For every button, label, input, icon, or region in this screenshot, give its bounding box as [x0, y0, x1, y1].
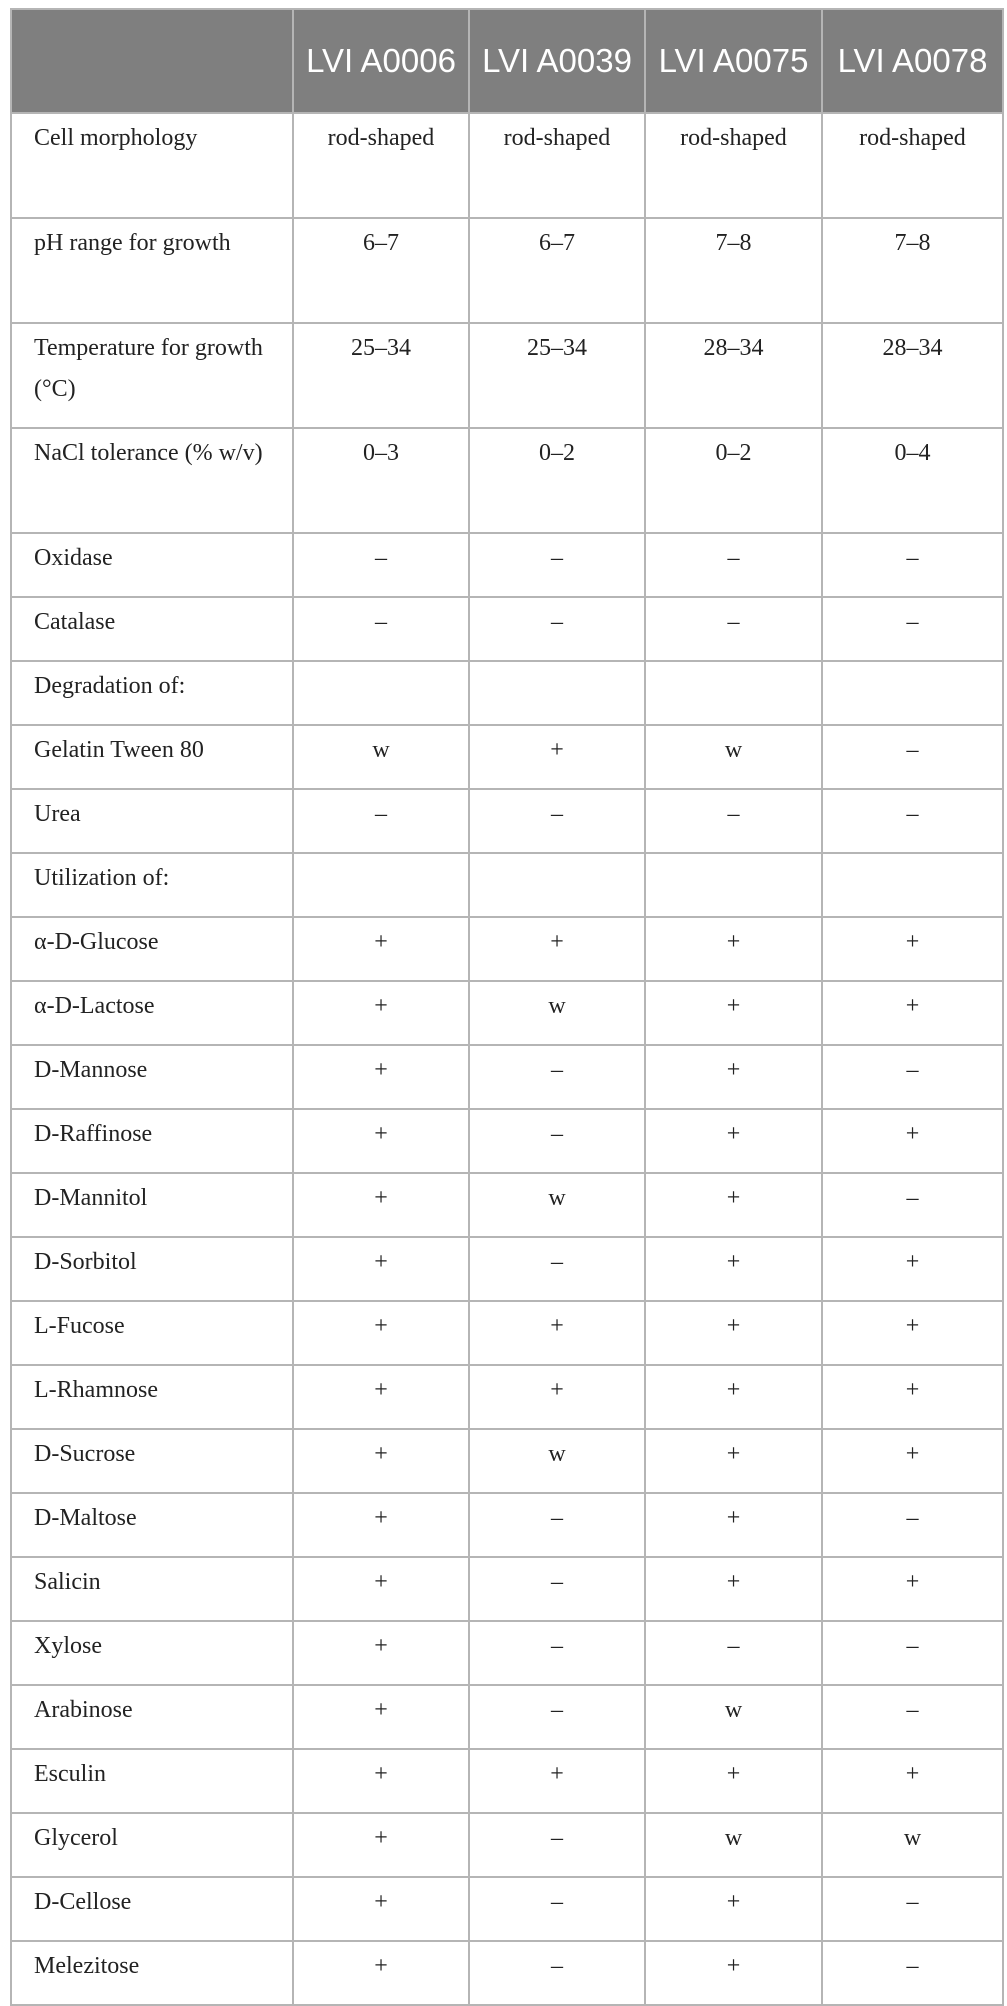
value-cell: – — [822, 1173, 1003, 1237]
row-label: Temperature for growth (°C) — [11, 323, 293, 428]
value-cell — [469, 661, 645, 725]
value-cell — [822, 853, 1003, 917]
row-label: Utilization of: — [11, 853, 293, 917]
value-cell: + — [293, 1493, 469, 1557]
value-cell: w — [822, 1813, 1003, 1877]
value-cell: + — [293, 981, 469, 1045]
value-cell: – — [469, 1621, 645, 1685]
value-cell: – — [293, 597, 469, 661]
value-cell: + — [645, 1045, 822, 1109]
value-cell: 28–34 — [822, 323, 1003, 428]
value-cell: + — [645, 917, 822, 981]
row-label: pH range for growth — [11, 218, 293, 323]
value-cell: + — [645, 1365, 822, 1429]
value-cell: – — [822, 533, 1003, 597]
value-cell: + — [293, 1301, 469, 1365]
value-cell: + — [293, 1813, 469, 1877]
row-label: Oxidase — [11, 533, 293, 597]
value-cell: – — [822, 1941, 1003, 2005]
value-cell: – — [293, 533, 469, 597]
row-label: Cell morphology — [11, 113, 293, 218]
table-row — [11, 1749, 1003, 1813]
column-header — [293, 9, 469, 113]
value-cell: + — [645, 1493, 822, 1557]
table-row — [11, 1813, 1003, 1877]
table-row — [11, 428, 1003, 533]
value-cell: + — [822, 1557, 1003, 1621]
value-cell: + — [822, 1429, 1003, 1493]
value-cell: – — [822, 725, 1003, 789]
table-row — [11, 1877, 1003, 1941]
value-cell: – — [645, 533, 822, 597]
value-cell: – — [293, 789, 469, 853]
row-label: D-Sorbitol — [11, 1237, 293, 1301]
value-cell: + — [293, 1877, 469, 1941]
table-row — [11, 1429, 1003, 1493]
row-label: D-Sucrose — [11, 1429, 293, 1493]
value-cell: + — [645, 1941, 822, 2005]
value-cell: + — [645, 1877, 822, 1941]
value-cell: – — [822, 789, 1003, 853]
header-row — [11, 9, 1003, 113]
value-cell: – — [469, 1109, 645, 1173]
row-label: Gelatin Tween 80 — [11, 725, 293, 789]
value-cell: + — [293, 1365, 469, 1429]
value-cell: + — [293, 1109, 469, 1173]
column-header-label: LVI A0039 — [482, 42, 632, 79]
value-cell: + — [293, 1941, 469, 2005]
table-row — [11, 218, 1003, 323]
value-cell: w — [645, 1685, 822, 1749]
value-cell: rod-shaped — [822, 113, 1003, 218]
value-cell: – — [469, 1237, 645, 1301]
value-cell: 6–7 — [293, 218, 469, 323]
header-corner-cell — [11, 9, 293, 113]
value-cell: – — [469, 789, 645, 853]
value-cell: 0–3 — [293, 428, 469, 533]
value-cell: + — [822, 1749, 1003, 1813]
value-cell: w — [469, 981, 645, 1045]
value-cell: + — [293, 1429, 469, 1493]
value-cell: + — [645, 1109, 822, 1173]
value-cell: rod-shaped — [293, 113, 469, 218]
value-cell: + — [293, 1685, 469, 1749]
row-label: Esculin — [11, 1749, 293, 1813]
value-cell: + — [293, 917, 469, 981]
value-cell — [645, 853, 822, 917]
table-row — [11, 1685, 1003, 1749]
value-cell: + — [822, 1109, 1003, 1173]
value-cell: + — [293, 1173, 469, 1237]
value-cell: w — [645, 1813, 822, 1877]
table-row — [11, 1173, 1003, 1237]
value-cell: + — [822, 917, 1003, 981]
value-cell: rod-shaped — [645, 113, 822, 218]
value-cell: + — [469, 1301, 645, 1365]
value-cell: w — [469, 1429, 645, 1493]
table-row — [11, 1045, 1003, 1109]
value-cell: + — [469, 725, 645, 789]
value-cell: + — [293, 1621, 469, 1685]
value-cell: 25–34 — [469, 323, 645, 428]
value-cell: w — [645, 725, 822, 789]
value-cell — [293, 661, 469, 725]
row-label: Urea — [11, 789, 293, 853]
value-cell: + — [469, 1749, 645, 1813]
table-row — [11, 661, 1003, 725]
table-row — [11, 917, 1003, 981]
value-cell: 7–8 — [645, 218, 822, 323]
row-label: D-Cellose — [11, 1877, 293, 1941]
table-row — [11, 853, 1003, 917]
table-row — [11, 1109, 1003, 1173]
column-header-label: LVI A0075 — [658, 42, 809, 79]
value-cell — [293, 853, 469, 917]
value-cell: rod-shaped — [469, 113, 645, 218]
table-row — [11, 1941, 1003, 2005]
table-row — [11, 533, 1003, 597]
table-row — [11, 789, 1003, 853]
value-cell — [469, 853, 645, 917]
value-cell: – — [469, 1941, 645, 2005]
value-cell: – — [469, 1877, 645, 1941]
table-row — [11, 323, 1003, 428]
row-label: Degradation of: — [11, 661, 293, 725]
value-cell: + — [645, 981, 822, 1045]
row-label: D-Mannose — [11, 1045, 293, 1109]
table-row — [11, 113, 1003, 218]
table-body — [11, 113, 1003, 2005]
row-label: NaCl tolerance (% w/v) — [11, 428, 293, 533]
table-row — [11, 725, 1003, 789]
row-label: Salicin — [11, 1557, 293, 1621]
value-cell: – — [645, 789, 822, 853]
column-header-label: LVI A0078 — [837, 42, 988, 79]
value-cell: + — [822, 1365, 1003, 1429]
row-label: Xylose — [11, 1621, 293, 1685]
value-cell: – — [822, 1493, 1003, 1557]
column-header-label: LVI A0006 — [306, 42, 456, 79]
value-cell: + — [469, 917, 645, 981]
row-label: D-Mannitol — [11, 1173, 293, 1237]
value-cell: + — [645, 1237, 822, 1301]
table-row — [11, 1557, 1003, 1621]
row-label: α-D-Glucose — [11, 917, 293, 981]
row-label: D-Raffinose — [11, 1109, 293, 1173]
value-cell: + — [822, 981, 1003, 1045]
table-header — [11, 9, 1003, 113]
value-cell — [645, 661, 822, 725]
value-cell: 0–2 — [645, 428, 822, 533]
value-cell: – — [469, 1045, 645, 1109]
value-cell: – — [469, 533, 645, 597]
value-cell: – — [469, 1685, 645, 1749]
value-cell: – — [822, 1045, 1003, 1109]
row-label: Catalase — [11, 597, 293, 661]
row-label: D-Maltose — [11, 1493, 293, 1557]
value-cell: + — [469, 1365, 645, 1429]
value-cell: w — [293, 725, 469, 789]
value-cell: – — [469, 597, 645, 661]
table-row — [11, 1365, 1003, 1429]
value-cell: w — [469, 1173, 645, 1237]
column-header — [469, 9, 645, 113]
column-header — [645, 9, 822, 113]
value-cell: – — [469, 1813, 645, 1877]
table-row — [11, 1621, 1003, 1685]
value-cell: – — [822, 1685, 1003, 1749]
value-cell: + — [293, 1045, 469, 1109]
table-row — [11, 1301, 1003, 1365]
value-cell: 0–2 — [469, 428, 645, 533]
value-cell: + — [645, 1173, 822, 1237]
value-cell: 28–34 — [645, 323, 822, 428]
table-row — [11, 597, 1003, 661]
value-cell: – — [822, 597, 1003, 661]
row-label: Arabinose — [11, 1685, 293, 1749]
value-cell: – — [645, 597, 822, 661]
table-row — [11, 1237, 1003, 1301]
value-cell: + — [293, 1557, 469, 1621]
value-cell — [822, 661, 1003, 725]
value-cell: + — [293, 1237, 469, 1301]
value-cell: + — [645, 1301, 822, 1365]
table-row — [11, 1493, 1003, 1557]
strain-characteristics-table — [10, 8, 1004, 2006]
value-cell: – — [822, 1877, 1003, 1941]
row-label: Melezitose — [11, 1941, 293, 2005]
value-cell: + — [645, 1749, 822, 1813]
value-cell: – — [469, 1493, 645, 1557]
row-label: α-D-Lactose — [11, 981, 293, 1045]
value-cell: + — [822, 1237, 1003, 1301]
column-header — [822, 9, 1003, 113]
value-cell: 6–7 — [469, 218, 645, 323]
value-cell: – — [469, 1557, 645, 1621]
value-cell: 25–34 — [293, 323, 469, 428]
value-cell: + — [293, 1749, 469, 1813]
row-label: L-Fucose — [11, 1301, 293, 1365]
row-label: Glycerol — [11, 1813, 293, 1877]
value-cell: – — [822, 1621, 1003, 1685]
value-cell: + — [645, 1429, 822, 1493]
value-cell: 0–4 — [822, 428, 1003, 533]
row-label: L-Rhamnose — [11, 1365, 293, 1429]
value-cell: – — [645, 1621, 822, 1685]
table-row — [11, 981, 1003, 1045]
value-cell: 7–8 — [822, 218, 1003, 323]
value-cell: + — [822, 1301, 1003, 1365]
value-cell: + — [645, 1557, 822, 1621]
